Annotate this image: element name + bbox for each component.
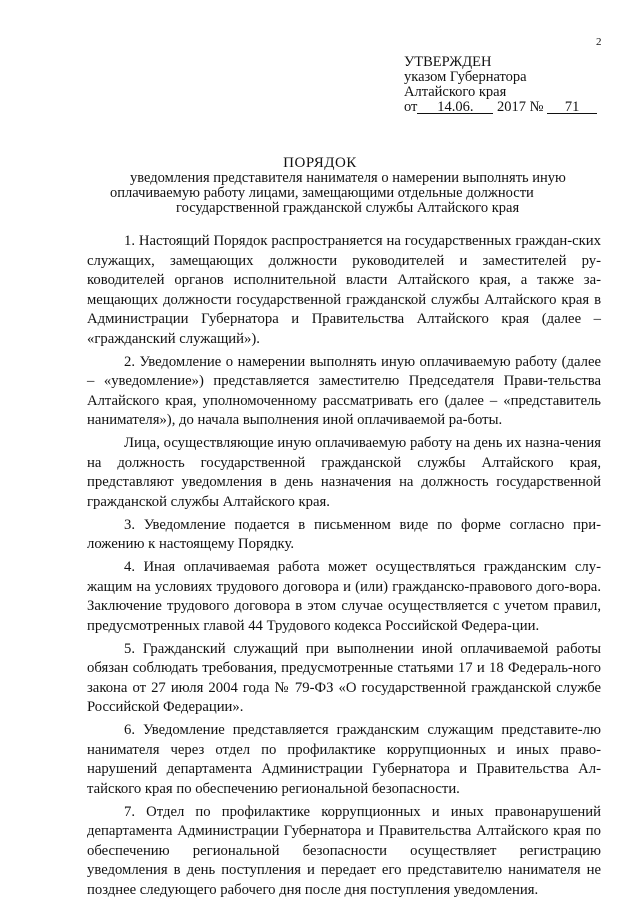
document-subtitle-line: государственной гражданской службы Алтайского края <box>176 200 520 216</box>
approval-by: указом Губернатора <box>404 69 527 85</box>
document-subtitle-line: оплачиваемую работу лицами, замещающими отдельные должности <box>110 185 534 201</box>
document-subtitle-line: уведомления представителя нанимателя о намерении выполнять иную <box>130 170 566 186</box>
paragraph-2-continued: Лица, осуществляющие иную оплачиваемую работу на день их назна-чения на должность государственной гражданской службы Алтайского края, представляют уведомления в день назначения на должность государственной гражданской службы Алтайского края. <box>87 435 601 510</box>
approval-region: Алтайского края <box>404 84 507 100</box>
paragraph-7: 7. Отдел по профилактике коррупционных и иных правонарушений департамента Администрации Губернатора и Правительства Алтайского края по обеспечению региональной безопасности осуществляет регистрацию уведомления в день поступления и передает его представителю нанимателя не позднее следующего рабочего дня после дня поступления уведомления. <box>87 803 601 898</box>
year: 2017 <box>497 99 527 115</box>
approval-title: УТВЕРЖДЕН <box>404 54 492 70</box>
date-value: 14.06. <box>417 101 493 114</box>
date-prefix: от <box>404 99 418 115</box>
approval-date-line <box>404 100 597 115</box>
number-prefix: № <box>529 99 544 115</box>
paragraph-3: 3. Уведомление подается в письменном виде по форме согласно при-ложению к настоящему Порядку. <box>87 516 601 552</box>
document-body <box>87 232 601 904</box>
paragraph-6: 6. Уведомление представляется гражданским служащим представите-лю нанимателя через отдел по профилактике коррупционных и иных право-нарушений департамента Администрации Губернатора и Правительства Ал-тайского края по обеспечению региональной безопасности. <box>87 722 601 797</box>
paragraph-1: 1. Настоящий Порядок распространяется на государственных граждан-ских служащих, замещающих должности руководителей и заместителей ру-ководителей органов исполнительной власти Алтайского края, а также за-мещающих должности государственной гражданской службы Алтайского края в Администрации Губернатора и Правительства Алтайского края (далее – «гражданский служащий»). <box>87 233 601 347</box>
paragraph-4: 4. Иная оплачиваемая работа может осуществляться гражданским слу-жащим на условиях трудового договора и (или) гражданско-правового дого-вора. Заключение трудового договора в этом случае осуществляется с учетом правил, предусмотренных главой 44 Трудового кодекса Российской Федера-ции. <box>87 559 601 634</box>
number-value: 71 <box>547 101 597 114</box>
paragraph-2: 2. Уведомление о намерении выполнять иную оплачиваемую работу (далее – «уведомление») представляется заместителю Председателя Прави-тельства Алтайского края, уполномоченному рассматривать его (далее – «представитель нанимателя»), до начала выполнения иной оплачиваемой ра-боты. <box>87 353 601 428</box>
page-number: 2 <box>596 36 602 48</box>
paragraph-5: 5. Гражданский служащий при выполнении иной оплачиваемой работы обязан соблюдать требования, предусмотренные статьями 17 и 18 Федераль-ного закона от 27 июля 2004 года № 79-ФЗ «О государственной гражданской службе Российской Федерации». <box>87 640 601 715</box>
document-title: ПОРЯДОК <box>283 155 357 171</box>
